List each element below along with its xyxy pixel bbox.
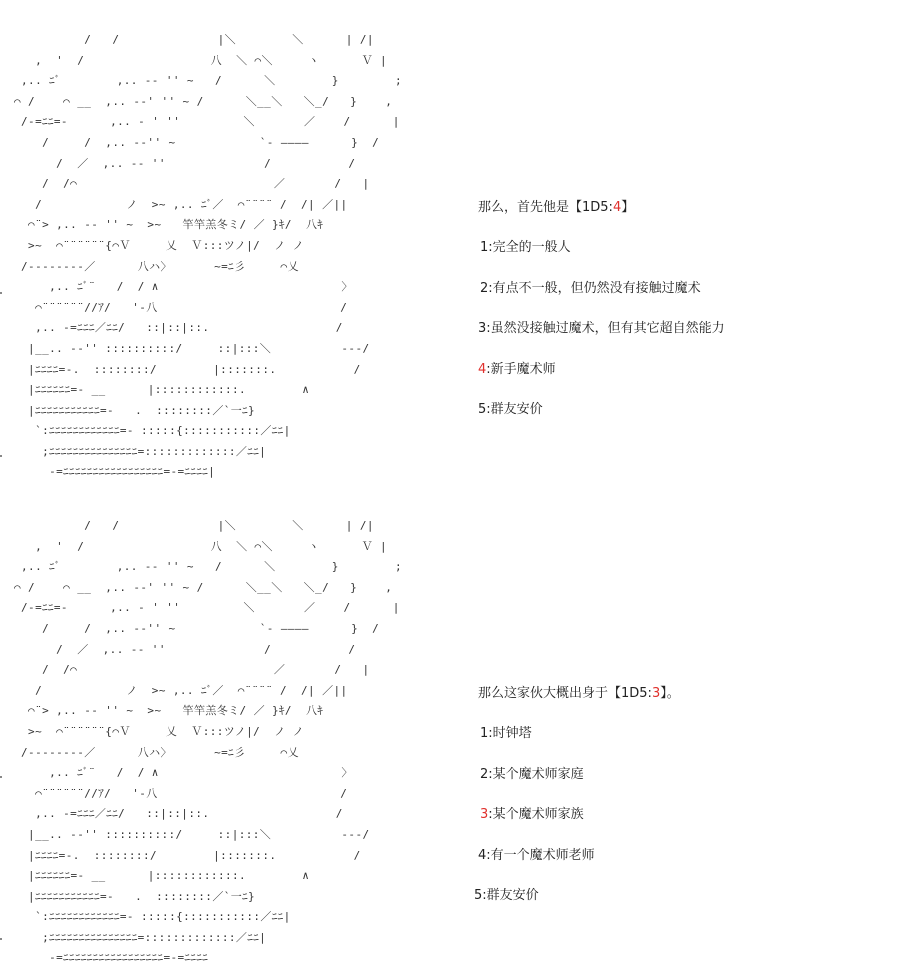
- option-number: 5: [474, 888, 483, 903]
- panel-2: [0, 486, 900, 972]
- question-close: 】: [621, 200, 635, 215]
- option-number: 2: [480, 280, 489, 296]
- question-line: [478, 198, 878, 218]
- option-label: :有点不一般，但仍然没有接触过魔术: [488, 280, 701, 296]
- option-3: [478, 319, 878, 339]
- choice-list: [474, 684, 878, 927]
- option-number: 3: [478, 321, 487, 336]
- option-label: :完全的一般人: [488, 240, 571, 255]
- edge-mark: [0, 292, 2, 294]
- question-text: 那么，首先他是【1D5:: [478, 200, 613, 215]
- option-label: :群友安价: [486, 402, 543, 417]
- option-label: :有一个魔术师老师: [486, 847, 595, 863]
- option-label: :新手魔术师: [486, 361, 556, 377]
- option-1: [478, 724, 878, 744]
- option-number: 5: [478, 402, 487, 417]
- option-5: [478, 400, 878, 420]
- option-4: [478, 360, 878, 380]
- option-number: 2: [480, 766, 489, 782]
- option-1: [478, 238, 878, 258]
- question-close: 】。: [660, 686, 680, 701]
- dice-roll-result: 3: [651, 686, 661, 701]
- question-line: [478, 684, 878, 704]
- question-text: 那么这家伙大概出身于【1D5:: [478, 686, 652, 701]
- ascii-art-figure: / / |＼ ＼ | /| , ' / 八 ＼ ⌒＼ ヽ Ｖ | ,.. ﾆﾞ ,.. -‐ '' ~ / ＼ } ; ⌒ / ⌒ __ ,.. -‐' '' ~ / ＼__＼ ＼_/ } , /‐=ﾆﾆ=- ,.. - ' '' ＼ ／ / | / / ,.. -‐'' ~ `- ―――― } / / ／ ,.. -‐ '' / / / /⌒ ／ / | / ノ >~ ,.. ﾆﾞ／ ⌒¨¨¨¨ / /| ／|| ⌒¨> ,.. -‐ '' ~ >~ 竿竿羔冬ミ/ ／ }ｷ/ 八ｷ >~ ⌒¨¨¨¨¨¨{⌒Ｖ 乂 Ｖ:::ツノ|/ ノ ノ /‐-‐‐‐‐‐‐／ 八ハ〉 ~=ﾆ彡 ⌒乂 ,.. ﾆﾞ¨ / / ∧ 〉 ⌒¨¨¨¨¨¨//ｱ/ '-八 / ,.. -=ﾆﾆﾆ／ﾆﾆ/ ::|::|::. / |__.. -‐'' ::::::::::/ ::|:::＼ ---/ |ﾆﾆﾆﾆ=-. ::::::::/ |:::::::. / |ﾆﾆﾆﾆﾆﾆ=- __ |::::::::::::. ∧ |ﾆﾆﾆﾆﾆﾆﾆﾆﾆﾆﾆ=- . ::::::::／`一ﾆ} `:ﾆﾆﾆﾆﾆﾆﾆﾆﾆﾆﾆﾆ=- :::::{:::::::::::／ﾆﾆ| ;ﾆﾆﾆﾆﾆﾆﾆﾆﾆﾆﾆﾆﾆﾆﾆ=:::::::::::::／ﾆﾆ| -=ﾆﾆﾆﾆﾆﾆﾆﾆﾆﾆﾆﾆﾆﾆﾆﾆﾆ=-=ﾆﾆﾆﾆ|: [14, 33, 402, 479]
- option-number: 3: [480, 807, 489, 822]
- edge-mark: [0, 776, 2, 778]
- option-2: [478, 765, 878, 785]
- option-label: :某个魔术师家庭: [488, 766, 584, 782]
- ascii-art-figure: / / |＼ ＼ | /| , ' / 八 ＼ ⌒＼ ヽ Ｖ | ,.. ﾆﾞ ,.. -‐ '' ~ / ＼ } ; ⌒ / ⌒ __ ,.. -‐' '' ~ / ＼__＼ ＼_/ } , /‐=ﾆﾆ=- ,.. - ' '' ＼ ／ / | / / ,.. -‐'' ~ `- ―――― } / / ／ ,.. -‐ '' / / / /⌒ ／ / | / ノ >~ ,.. ﾆﾞ／ ⌒¨¨¨¨ / /| ／|| ⌒¨> ,.. -‐ '' ~ >~ 竿竿羔冬ミ/ ／ }ｷ/ 八ｷ >~ ⌒¨¨¨¨¨¨{⌒Ｖ 乂 Ｖ:::ツノ|/ ノ ノ /‐-‐‐‐‐‐‐／ 八ハ〉 ~=ﾆ彡 ⌒乂 ,.. ﾆﾞ¨ / / ∧ 〉 ⌒¨¨¨¨¨¨//ｱ/ '-八 / ,.. -=ﾆﾆﾆ／ﾆﾆ/ ::|::|::. / |__.. -‐'' ::::::::::/ ::|:::＼ ---/ |ﾆﾆﾆﾆ=-. ::::::::/ |:::::::. / |ﾆﾆﾆﾆﾆﾆ=- __ |::::::::::::. ∧ |ﾆﾆﾆﾆﾆﾆﾆﾆﾆﾆﾆ=- . ::::::::／`一ﾆ} `:ﾆﾆﾆﾆﾆﾆﾆﾆﾆﾆﾆﾆ=- :::::{:::::::::::／ﾆﾆ| ;ﾆﾆﾆﾆﾆﾆﾆﾆﾆﾆﾆﾆﾆﾆﾆ=:::::::::::::／ﾆﾆ| -=ﾆﾆﾆﾆﾆﾆﾆﾆﾆﾆﾆﾆﾆﾆﾆﾆﾆ=-=ﾆﾆﾆﾆ: [14, 519, 402, 965]
- option-number: 1: [480, 240, 489, 255]
- option-number: 4: [478, 361, 487, 377]
- option-3: [478, 805, 878, 825]
- dice-roll-result: 4: [612, 200, 622, 215]
- option-label: :某个魔术师家族: [488, 807, 584, 822]
- option-number: 4: [478, 847, 487, 863]
- option-label: :虽然没接触过魔术，但有其它超自然能力: [486, 321, 725, 336]
- option-5: [474, 886, 878, 906]
- edge-mark: [0, 938, 2, 940]
- option-label: :群友安价: [482, 888, 539, 903]
- option-number: 1: [480, 726, 489, 741]
- choice-list: [478, 198, 878, 441]
- edge-mark: [0, 455, 2, 457]
- option-label: :时钟塔: [488, 726, 532, 741]
- option-2: [478, 279, 878, 299]
- option-4: [478, 846, 878, 866]
